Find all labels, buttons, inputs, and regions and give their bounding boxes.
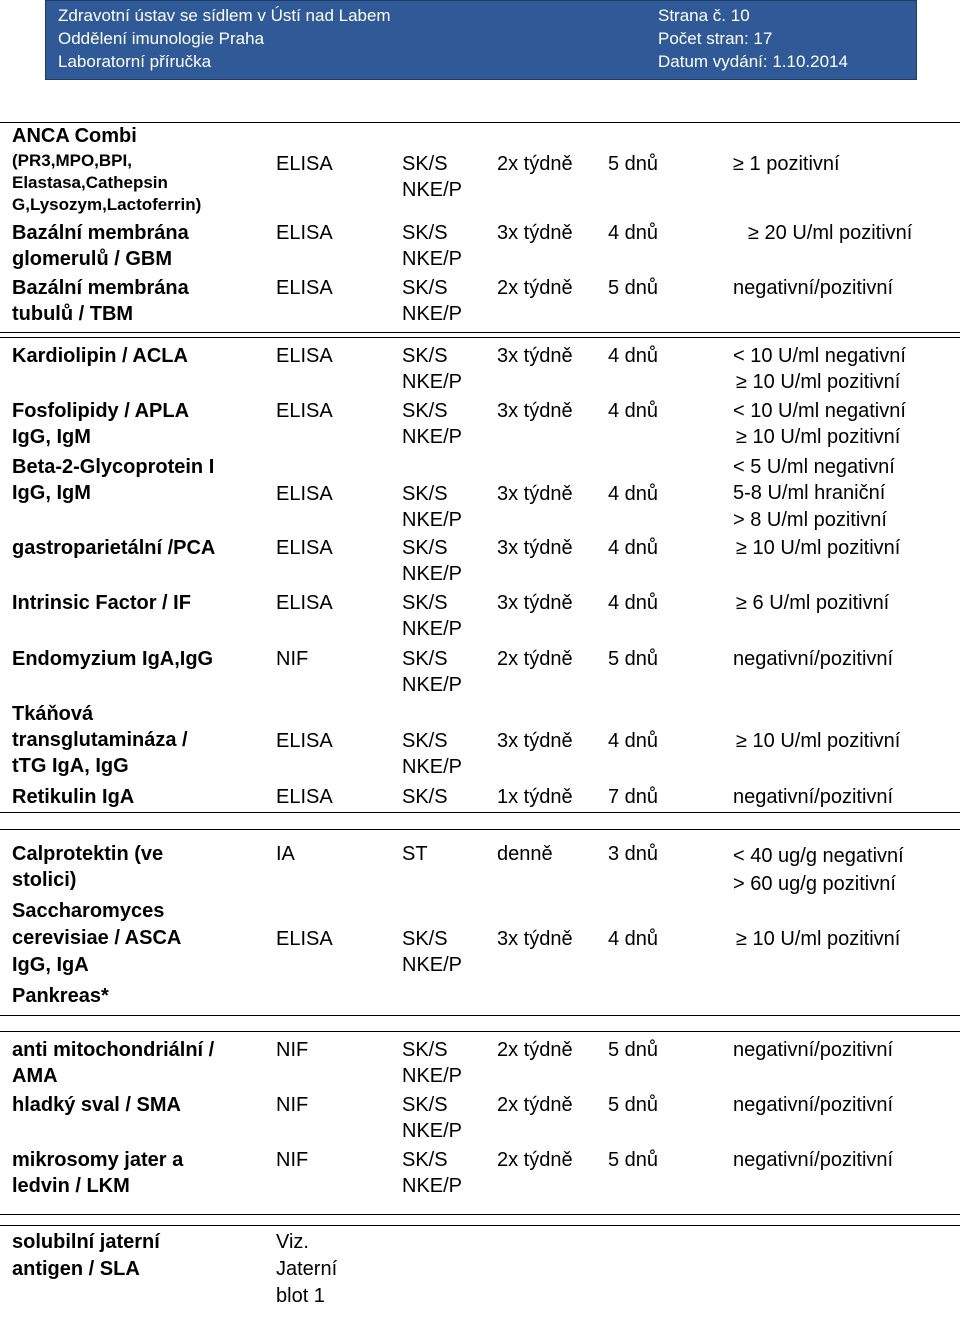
- institution-name: Zdravotní ústav se sídlem v Ústí nad Labem: [58, 6, 391, 25]
- frequency: 2x týdně: [497, 648, 573, 670]
- turnaround: 5 dnů: [608, 277, 659, 299]
- frequency: 3x týdně: [497, 592, 573, 614]
- method: ELISA: [276, 222, 333, 244]
- turnaround: 4 dnů: [608, 345, 659, 367]
- analyte-name: Retikulin IgA: [12, 786, 135, 808]
- method: ELISA: [276, 400, 333, 422]
- reference-value: negativní/pozitivní: [733, 648, 894, 670]
- method: NIF: [276, 1094, 309, 1116]
- reference-value: negativní/pozitivní: [733, 1039, 894, 1061]
- material: SK/S: [402, 1039, 448, 1061]
- turnaround: 3 dnů: [608, 843, 659, 865]
- frequency: 3x týdně: [497, 928, 573, 950]
- method: ELISA: [276, 153, 333, 175]
- analyte-name: cerevisiae / ASCA: [12, 927, 182, 949]
- page-number: Strana č. 10: [658, 6, 750, 25]
- material: SK/S: [402, 1149, 448, 1171]
- analyte-name: antigen / SLA: [12, 1258, 140, 1280]
- method: NIF: [276, 648, 309, 670]
- method: ELISA: [276, 483, 333, 505]
- material: SK/S: [402, 400, 448, 422]
- method: NIF: [276, 1149, 309, 1171]
- analyte-name: IgG, IgA: [12, 954, 89, 976]
- frequency: 2x týdně: [497, 153, 573, 175]
- turnaround: 5 dnů: [608, 153, 659, 175]
- frequency: 3x týdně: [497, 345, 573, 367]
- analyte-name: Endomyzium IgA,IgG: [12, 648, 214, 670]
- frequency: 2x týdně: [497, 277, 573, 299]
- material: NKE/P: [402, 756, 463, 778]
- material: NKE/P: [402, 1175, 463, 1197]
- analyte-name: Kardiolipin / ACLA: [12, 345, 188, 367]
- method: ELISA: [276, 277, 333, 299]
- reference-value: negativní/pozitivní: [733, 1094, 894, 1116]
- analyte-name: mikrosomy jater a: [12, 1149, 184, 1171]
- method: ELISA: [276, 592, 333, 614]
- analyte-name: AMA: [12, 1065, 58, 1087]
- frequency: 3x týdně: [497, 730, 573, 752]
- material: SK/S: [402, 222, 448, 244]
- material: NKE/P: [402, 618, 463, 640]
- material: ST: [402, 843, 428, 865]
- analyte-name: Bazální membrána: [12, 277, 189, 299]
- page-count: Počet stran: 17: [658, 29, 773, 48]
- turnaround: 4 dnů: [608, 592, 659, 614]
- analyte-name: gastroparietální /PCA: [12, 537, 216, 559]
- frequency: 2x týdně: [497, 1094, 573, 1116]
- method: ELISA: [276, 537, 333, 559]
- reference-value: ≥ 10 U/ml pozitivní: [736, 730, 901, 752]
- frequency: 1x týdně: [497, 786, 573, 808]
- analyte-detail: Elastasa,Cathepsin: [12, 173, 168, 192]
- analyte-name: tubulů / TBM: [12, 303, 134, 325]
- frequency: 2x týdně: [497, 1039, 573, 1061]
- analyte-name: Pankreas*: [12, 985, 109, 1007]
- frequency: 3x týdně: [497, 222, 573, 244]
- analyte-name: stolici): [12, 869, 77, 891]
- material: NKE/P: [402, 371, 463, 393]
- method: NIF: [276, 1039, 309, 1061]
- material: SK/S: [402, 483, 448, 505]
- turnaround: 5 dnů: [608, 648, 659, 670]
- analyte-name: Intrinsic Factor / IF: [12, 592, 191, 614]
- turnaround: 4 dnů: [608, 483, 659, 505]
- turnaround: 4 dnů: [608, 928, 659, 950]
- material: NKE/P: [402, 303, 463, 325]
- frequency: 3x týdně: [497, 537, 573, 559]
- analyte-name: Fosfolipidy / APLA: [12, 400, 190, 422]
- method: ELISA: [276, 786, 333, 808]
- analyte-name: solubilní jaterní: [12, 1231, 160, 1253]
- method: ELISA: [276, 345, 333, 367]
- turnaround: 7 dnů: [608, 786, 659, 808]
- analyte-name: tTG IgA, IgG: [12, 755, 129, 777]
- reference-value: < 40 ug/g negativní: [733, 845, 904, 867]
- see-reference: Viz.: [276, 1231, 309, 1253]
- reference-value: > 8 U/ml pozitivní: [733, 509, 887, 531]
- material: NKE/P: [402, 509, 463, 531]
- turnaround: 5 dnů: [608, 1149, 659, 1171]
- analyte-name: ANCA Combi: [12, 125, 137, 147]
- analyte-name: Beta-2-Glycoprotein I: [12, 456, 215, 478]
- reference-value: negativní/pozitivní: [733, 277, 894, 299]
- turnaround: 5 dnů: [608, 1039, 659, 1061]
- material: SK/S: [402, 153, 448, 175]
- analyte-name: ledvin / LKM: [12, 1175, 130, 1197]
- reference-value: < 10 U/ml negativní: [733, 345, 906, 367]
- turnaround: 4 dnů: [608, 400, 659, 422]
- analyte-detail: (PR3,MPO,BPI,: [12, 151, 132, 170]
- analyte-name: anti mitochondriální /: [12, 1039, 215, 1061]
- analyte-name: Saccharomyces: [12, 900, 165, 922]
- see-reference: Jaterní: [276, 1258, 338, 1280]
- frequency: denně: [497, 843, 553, 865]
- material: SK/S: [402, 928, 448, 950]
- material: SK/S: [402, 345, 448, 367]
- material: SK/S: [402, 537, 448, 559]
- analyte-name: transglutamináza /: [12, 729, 188, 751]
- material: SK/S: [402, 786, 448, 808]
- reference-value: negativní/pozitivní: [733, 786, 894, 808]
- analyte-name: IgG, IgM: [12, 482, 91, 504]
- material: SK/S: [402, 730, 448, 752]
- reference-value: < 5 U/ml negativní: [733, 456, 895, 478]
- frequency: 2x týdně: [497, 1149, 573, 1171]
- material: NKE/P: [402, 954, 463, 976]
- document-header: [45, 0, 917, 80]
- material: NKE/P: [402, 426, 463, 448]
- frequency: 3x týdně: [497, 400, 573, 422]
- material: NKE/P: [402, 179, 463, 201]
- material: SK/S: [402, 1094, 448, 1116]
- material: SK/S: [402, 648, 448, 670]
- department-name: Oddělení imunologie Praha: [58, 29, 265, 48]
- turnaround: 4 dnů: [608, 222, 659, 244]
- reference-value: ≥ 6 U/ml pozitivní: [736, 592, 890, 614]
- reference-value: ≥ 20 U/ml pozitivní: [748, 222, 913, 244]
- analyte-detail: G,Lysozym,Lactoferrin): [12, 195, 202, 214]
- material: NKE/P: [402, 248, 463, 270]
- reference-value: > 60 ug/g pozitivní: [733, 873, 896, 895]
- analyte-name: hladký sval / SMA: [12, 1094, 181, 1116]
- issue-date: Datum vydání: 1.10.2014: [658, 52, 848, 71]
- reference-value: ≥ 10 U/ml pozitivní: [736, 928, 901, 950]
- reference-value: ≥ 10 U/ml pozitivní: [736, 371, 901, 393]
- analyte-name: IgG, IgM: [12, 426, 91, 448]
- analyte-name: Tkáňová: [12, 703, 94, 725]
- reference-value: negativní/pozitivní: [733, 1149, 894, 1171]
- see-reference: blot 1: [276, 1285, 325, 1307]
- manual-title: Laboratorní příručka: [58, 52, 212, 71]
- method: ELISA: [276, 730, 333, 752]
- turnaround: 4 dnů: [608, 730, 659, 752]
- analyte-name: glomerulů / GBM: [12, 248, 172, 270]
- material: SK/S: [402, 277, 448, 299]
- reference-value: 5-8 U/ml hraniční: [733, 482, 886, 504]
- turnaround: 5 dnů: [608, 1094, 659, 1116]
- reference-value: ≥ 1 pozitivní: [733, 153, 840, 175]
- analyte-name: Bazální membrána: [12, 222, 189, 244]
- material: SK/S: [402, 592, 448, 614]
- material: NKE/P: [402, 1120, 463, 1142]
- method: IA: [276, 843, 295, 865]
- turnaround: 4 dnů: [608, 537, 659, 559]
- material: NKE/P: [402, 674, 463, 696]
- material: NKE/P: [402, 563, 463, 585]
- reference-value: ≥ 10 U/ml pozitivní: [736, 426, 901, 448]
- reference-value: < 10 U/ml negativní: [733, 400, 906, 422]
- material: NKE/P: [402, 1065, 463, 1087]
- analyte-name: Calprotektin (ve: [12, 843, 164, 865]
- method: ELISA: [276, 928, 333, 950]
- frequency: 3x týdně: [497, 483, 573, 505]
- reference-value: ≥ 10 U/ml pozitivní: [736, 537, 901, 559]
